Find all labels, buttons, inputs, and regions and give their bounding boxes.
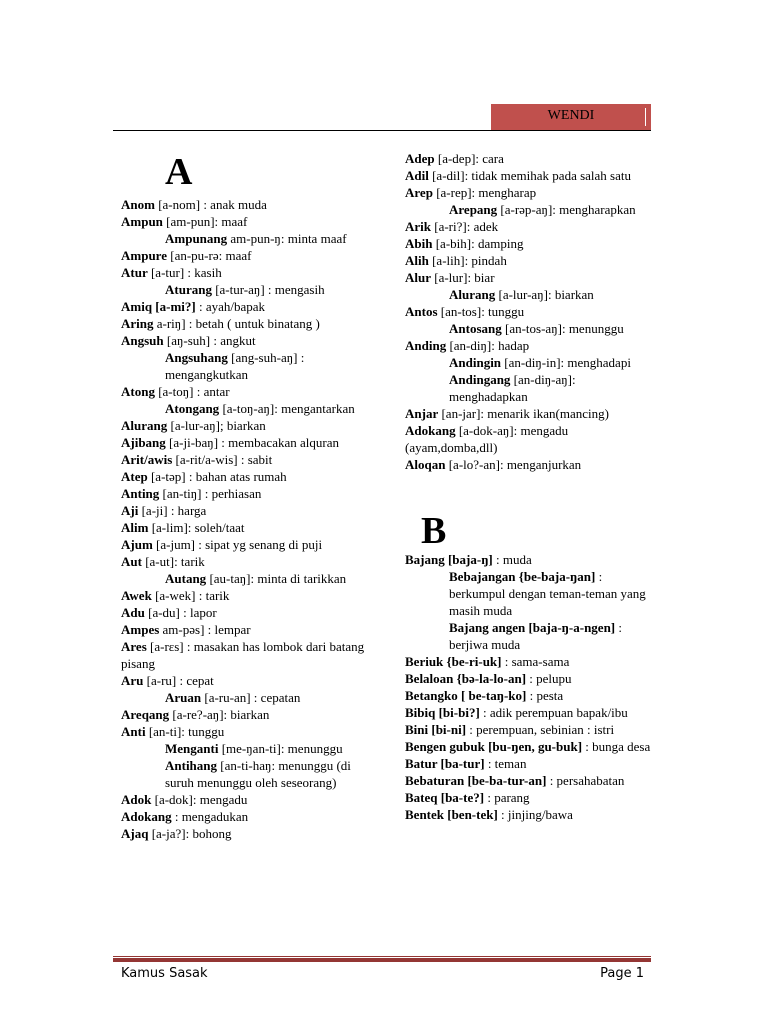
dictionary-entry bbox=[405, 235, 655, 252]
dictionary-entry bbox=[121, 451, 371, 468]
entry-definition: [an-diŋ-aŋ]: menghadapkan bbox=[449, 372, 576, 404]
dictionary-entry bbox=[121, 417, 371, 434]
entry-headword: Abih bbox=[405, 236, 433, 251]
dictionary-entry bbox=[121, 519, 371, 536]
dictionary-entry bbox=[405, 704, 655, 721]
sub-entry bbox=[405, 568, 655, 619]
entry-headword: Adep bbox=[405, 151, 435, 166]
entry-definition: [a-du] : lapor bbox=[144, 605, 217, 620]
entry-headword: Ampure bbox=[121, 248, 167, 263]
entry-definition: [a-jum] : sipat yg senang di puji bbox=[152, 537, 323, 552]
dictionary-entry bbox=[121, 298, 371, 315]
entry-definition: [a-rɛs] : masakan has lombok dari batang pisang bbox=[121, 639, 365, 671]
entry-headword: Arep bbox=[405, 185, 433, 200]
sub-entry bbox=[405, 320, 655, 337]
sub-entry bbox=[121, 689, 371, 706]
entry-definition: [a-dok-aŋ]: mengadu (ayam,domba,dll) bbox=[405, 423, 569, 455]
entry-definition: [a-rit/a-wis] : sabit bbox=[172, 452, 273, 467]
entry-headword: Antos bbox=[405, 304, 438, 319]
entry-headword: Aturang bbox=[165, 282, 212, 297]
entry-headword: Awek bbox=[121, 588, 152, 603]
entry-headword: Aji bbox=[121, 503, 139, 518]
entry-definition: [a-ji] : harga bbox=[138, 503, 207, 518]
entry-headword: Anting bbox=[121, 486, 160, 501]
entry-definition: [au-taŋ]: minta di tarikkan bbox=[206, 571, 347, 586]
entry-headword: Andingin bbox=[449, 355, 502, 370]
dictionary-entry bbox=[405, 687, 655, 704]
entry-headword: Atep bbox=[121, 469, 148, 484]
header-divider bbox=[645, 108, 646, 126]
entry-definition: [a-nom] : anak muda bbox=[154, 197, 267, 212]
entry-definition: : ayah/bapak bbox=[195, 299, 266, 314]
sub-entry bbox=[121, 349, 371, 383]
entry-headword: Amiq [a-mi?] bbox=[121, 299, 196, 314]
dictionary-entry bbox=[121, 468, 371, 485]
dictionary-entry bbox=[405, 806, 655, 823]
entry-headword: Bateq [ba-te?] bbox=[405, 790, 485, 805]
entry-headword: Atongang bbox=[165, 401, 220, 416]
dictionary-entry bbox=[405, 772, 655, 789]
left-column bbox=[121, 150, 371, 842]
footer-title: Kamus Sasak bbox=[121, 966, 208, 981]
entry-definition: [a-ru-an] : cepatan bbox=[201, 690, 301, 705]
entry-definition: [a-dok]: mengadu bbox=[151, 792, 248, 807]
dictionary-entry bbox=[405, 303, 655, 320]
entry-definition: [a-re?-aŋ]: biarkan bbox=[169, 707, 270, 722]
entry-definition: [a-rep]: mengharap bbox=[432, 185, 537, 200]
entry-headword: Belaloan {bə-la-lo-an] bbox=[405, 671, 527, 686]
dictionary-entry bbox=[405, 551, 655, 568]
right-column bbox=[405, 150, 655, 823]
entry-headword: Arit/awis bbox=[121, 452, 173, 467]
dictionary-entry bbox=[121, 332, 371, 349]
entry-headword: Adok bbox=[121, 792, 152, 807]
entry-headword: Atong bbox=[121, 384, 155, 399]
entry-headword: Adil bbox=[405, 168, 429, 183]
entry-definition: : perempuan, sebinian : istri bbox=[466, 722, 615, 737]
entry-headword: Anding bbox=[405, 338, 447, 353]
entry-definition: : muda bbox=[492, 552, 532, 567]
entry-headword: Autang bbox=[165, 571, 207, 586]
entry-definition: [a-lih]: pindah bbox=[428, 253, 507, 268]
dictionary-entry bbox=[121, 383, 371, 400]
footer-rule-thick bbox=[113, 958, 651, 962]
entry-headword: Aruan bbox=[165, 690, 202, 705]
entry-definition: [a-lur]: biar bbox=[431, 270, 495, 285]
dictionary-entry bbox=[405, 218, 655, 235]
entry-definition: : adik perempuan bapak/ibu bbox=[479, 705, 628, 720]
entry-headword: Beriuk {be-ri-uk] bbox=[405, 654, 502, 669]
sub-entry bbox=[405, 619, 655, 653]
entry-definition: [a-ja?]: bohong bbox=[148, 826, 232, 841]
entry-definition: [an-tos]: tunggu bbox=[437, 304, 525, 319]
dictionary-entry bbox=[121, 247, 371, 264]
entry-definition: am-pəs] : lempar bbox=[159, 622, 251, 637]
dictionary-entry bbox=[405, 653, 655, 670]
entry-definition: [an-jar]: menarik ikan(mancing) bbox=[438, 406, 609, 421]
dictionary-entry bbox=[405, 721, 655, 738]
dictionary-entry bbox=[405, 789, 655, 806]
sub-entry bbox=[405, 201, 655, 218]
sub-entry bbox=[121, 281, 371, 298]
entry-headword: Arik bbox=[405, 219, 431, 234]
dictionary-entry bbox=[121, 196, 371, 213]
entry-headword: Bajang angen [baja-ŋ-a-ngen] bbox=[449, 620, 616, 635]
entry-headword: Ampun bbox=[121, 214, 163, 229]
entry-definition: [a-təp] : bahan atas rumah bbox=[147, 469, 287, 484]
entry-definition: [a-lur-aŋ]: biarkan bbox=[495, 287, 594, 302]
entry-definition: [a-ji-baŋ] : membacakan alquran bbox=[165, 435, 339, 450]
entry-headword: Ajum bbox=[121, 537, 153, 552]
entry-definition: [a-rəp-aŋ]: mengharapkan bbox=[497, 202, 636, 217]
dictionary-entry bbox=[405, 167, 655, 184]
entry-headword: Atur bbox=[121, 265, 148, 280]
entry-headword: Batur [ba-tur] bbox=[405, 756, 485, 771]
dictionary-entry bbox=[121, 213, 371, 230]
entry-headword: Bibiq [bi-bi?] bbox=[405, 705, 480, 720]
sub-entry bbox=[121, 570, 371, 587]
entry-headword: Adokang bbox=[405, 423, 456, 438]
entry-definition: [ang-suh-aŋ] : mengangkutkan bbox=[165, 350, 305, 382]
entry-definition: [a-toŋ] : antar bbox=[154, 384, 230, 399]
entry-headword: Alim bbox=[121, 520, 149, 535]
entry-headword: Aru bbox=[121, 673, 144, 688]
header-title: WENDI bbox=[547, 108, 595, 123]
entry-definition: [an-diŋ]: hadap bbox=[446, 338, 530, 353]
dictionary-entry bbox=[405, 252, 655, 269]
entry-definition: [a-dep]: cara bbox=[434, 151, 504, 166]
dictionary-entry bbox=[121, 638, 371, 672]
entry-definition: [a-wek] : tarik bbox=[151, 588, 230, 603]
entry-headword: Andingang bbox=[449, 372, 511, 387]
entry-headword: Arepang bbox=[449, 202, 498, 217]
dictionary-entry bbox=[405, 184, 655, 201]
entry-definition: [aŋ-suh] : angkut bbox=[163, 333, 256, 348]
entry-definition: : berjiwa muda bbox=[449, 620, 622, 652]
entry-definition: a-riŋ] : betah ( untuk binatang ) bbox=[153, 316, 320, 331]
dictionary-entry bbox=[121, 808, 371, 825]
entry-definition: : teman bbox=[484, 756, 527, 771]
entry-definition: [an-pu-rə: maaf bbox=[166, 248, 252, 263]
entry-headword: Aring bbox=[121, 316, 154, 331]
entry-definition: [a-lur-aŋ]; biarkan bbox=[167, 418, 266, 433]
sub-entry bbox=[121, 230, 371, 247]
entry-headword: Aut bbox=[121, 554, 142, 569]
entry-headword: Ampes bbox=[121, 622, 160, 637]
entry-definition: [an-tiŋ] : perhiasan bbox=[159, 486, 262, 501]
sub-entry bbox=[121, 740, 371, 757]
entry-definition: [an-diŋ-in]: menghadapi bbox=[501, 355, 631, 370]
entry-headword: Angsuh bbox=[121, 333, 164, 348]
entry-definition: : jinjing/bawa bbox=[497, 807, 573, 822]
dictionary-entry bbox=[405, 456, 655, 473]
dictionary-entry bbox=[121, 621, 371, 638]
dictionary-entry bbox=[405, 422, 655, 456]
dictionary-entry bbox=[121, 536, 371, 553]
dictionary-entry bbox=[121, 315, 371, 332]
entry-definition: [a-ru] : cepat bbox=[143, 673, 214, 688]
entry-headword: Aloqan bbox=[405, 457, 446, 472]
dictionary-entry bbox=[121, 485, 371, 502]
entry-headword: Adu bbox=[121, 605, 145, 620]
entry-headword: Ares bbox=[121, 639, 147, 654]
footer-rule-thin bbox=[113, 956, 651, 957]
entry-definition: [a-lo?-an]: menganjurkan bbox=[445, 457, 582, 472]
entry-headword: Ajaq bbox=[121, 826, 149, 841]
entry-definition: [a-ut]: tarik bbox=[141, 554, 205, 569]
entry-headword: Antosang bbox=[449, 321, 502, 336]
entry-definition: am-pun-ŋ: minta maaf bbox=[227, 231, 347, 246]
entry-definition: [a-dil]: tidak memihak pada salah satu bbox=[428, 168, 631, 183]
entry-definition: [an-ti]: tunggu bbox=[145, 724, 225, 739]
section-letter-b: B bbox=[421, 510, 447, 552]
entry-headword: Betangko [ be-taŋ-ko] bbox=[405, 688, 527, 703]
entry-headword: Ajibang bbox=[121, 435, 166, 450]
entry-definition: : mengadukan bbox=[171, 809, 249, 824]
entry-headword: Alur bbox=[405, 270, 431, 285]
entry-definition: : persahabatan bbox=[546, 773, 625, 788]
section-a-continued-entries bbox=[405, 150, 655, 473]
entry-headword: Adokang bbox=[121, 809, 172, 824]
dictionary-entry bbox=[405, 269, 655, 286]
entry-definition: [a-bih]: damping bbox=[432, 236, 524, 251]
sub-entry bbox=[405, 354, 655, 371]
dictionary-entry bbox=[121, 264, 371, 281]
entry-headword: Bentek [ben-tek] bbox=[405, 807, 498, 822]
entry-headword: Areqang bbox=[121, 707, 170, 722]
entry-headword: Ampunang bbox=[165, 231, 228, 246]
entry-headword: Bebaturan [be-ba-tur-an] bbox=[405, 773, 547, 788]
entry-definition: [a-tur-aŋ] : mengasih bbox=[211, 282, 325, 297]
dictionary-entry bbox=[405, 150, 655, 167]
dictionary-entry bbox=[121, 434, 371, 451]
entry-headword: Antihang bbox=[165, 758, 218, 773]
sub-entry bbox=[121, 757, 371, 791]
entry-headword: Menganti bbox=[165, 741, 219, 756]
section-b-entries bbox=[405, 551, 655, 823]
entry-definition: : pelupu bbox=[526, 671, 572, 686]
entry-definition: : bunga desa bbox=[582, 739, 651, 754]
entry-definition: [a-ri?]: adek bbox=[431, 219, 499, 234]
sub-entry bbox=[405, 286, 655, 303]
entry-headword: Bebajangan {be-baja-ŋan] bbox=[449, 569, 596, 584]
entry-headword: Bengen gubuk [bu-ŋen, gu-buk] bbox=[405, 739, 583, 754]
entry-definition: [an-ti-haŋ: menunggu (di suruh menunggu oleh seseorang) bbox=[165, 758, 351, 790]
page-number: Page 1 bbox=[600, 966, 644, 981]
dictionary-entry bbox=[121, 791, 371, 808]
dictionary-entry bbox=[405, 738, 655, 755]
entry-definition: [an-tos-aŋ]: menunggu bbox=[501, 321, 624, 336]
dictionary-entry bbox=[405, 405, 655, 422]
entry-definition: : pesta bbox=[526, 688, 564, 703]
entry-definition: [a-lim]: soleh/taat bbox=[148, 520, 245, 535]
entry-headword: Angsuhang bbox=[165, 350, 228, 365]
dictionary-entry bbox=[121, 825, 371, 842]
section-gap bbox=[405, 473, 655, 511]
entry-headword: Bajang [baja-ŋ] bbox=[405, 552, 493, 567]
sub-entry bbox=[121, 400, 371, 417]
dictionary-entry bbox=[121, 723, 371, 740]
entry-definition: [a-tur] : kasih bbox=[147, 265, 222, 280]
dictionary-entry bbox=[405, 670, 655, 687]
dictionary-entry bbox=[121, 553, 371, 570]
entry-headword: Anom bbox=[121, 197, 155, 212]
entry-definition: [a-toŋ-aŋ]: mengantarkan bbox=[219, 401, 355, 416]
sub-entry bbox=[405, 371, 655, 405]
dictionary-entry bbox=[121, 672, 371, 689]
dictionary-entry bbox=[405, 337, 655, 354]
dictionary-entry bbox=[121, 587, 371, 604]
entry-headword: Bini [bi-ni] bbox=[405, 722, 467, 737]
dictionary-entry bbox=[121, 604, 371, 621]
section-a-entries bbox=[121, 196, 371, 842]
entry-definition: : parang bbox=[484, 790, 530, 805]
entry-definition: : berkumpul dengan teman-teman yang masih muda bbox=[449, 569, 646, 618]
entry-headword: Alih bbox=[405, 253, 429, 268]
entry-headword: Alurang bbox=[449, 287, 496, 302]
entry-definition: [am-pun]: maaf bbox=[162, 214, 248, 229]
section-letter-a: A bbox=[165, 151, 193, 193]
dictionary-entry bbox=[121, 502, 371, 519]
header-rule bbox=[113, 130, 651, 131]
dictionary-entry bbox=[121, 706, 371, 723]
entry-headword: Anjar bbox=[405, 406, 439, 421]
entry-headword: Anti bbox=[121, 724, 146, 739]
entry-definition: : sama-sama bbox=[501, 654, 570, 669]
dictionary-entry bbox=[405, 755, 655, 772]
entry-headword: Alurang bbox=[121, 418, 168, 433]
entry-definition: [me-ŋan-ti]: menunggu bbox=[218, 741, 343, 756]
